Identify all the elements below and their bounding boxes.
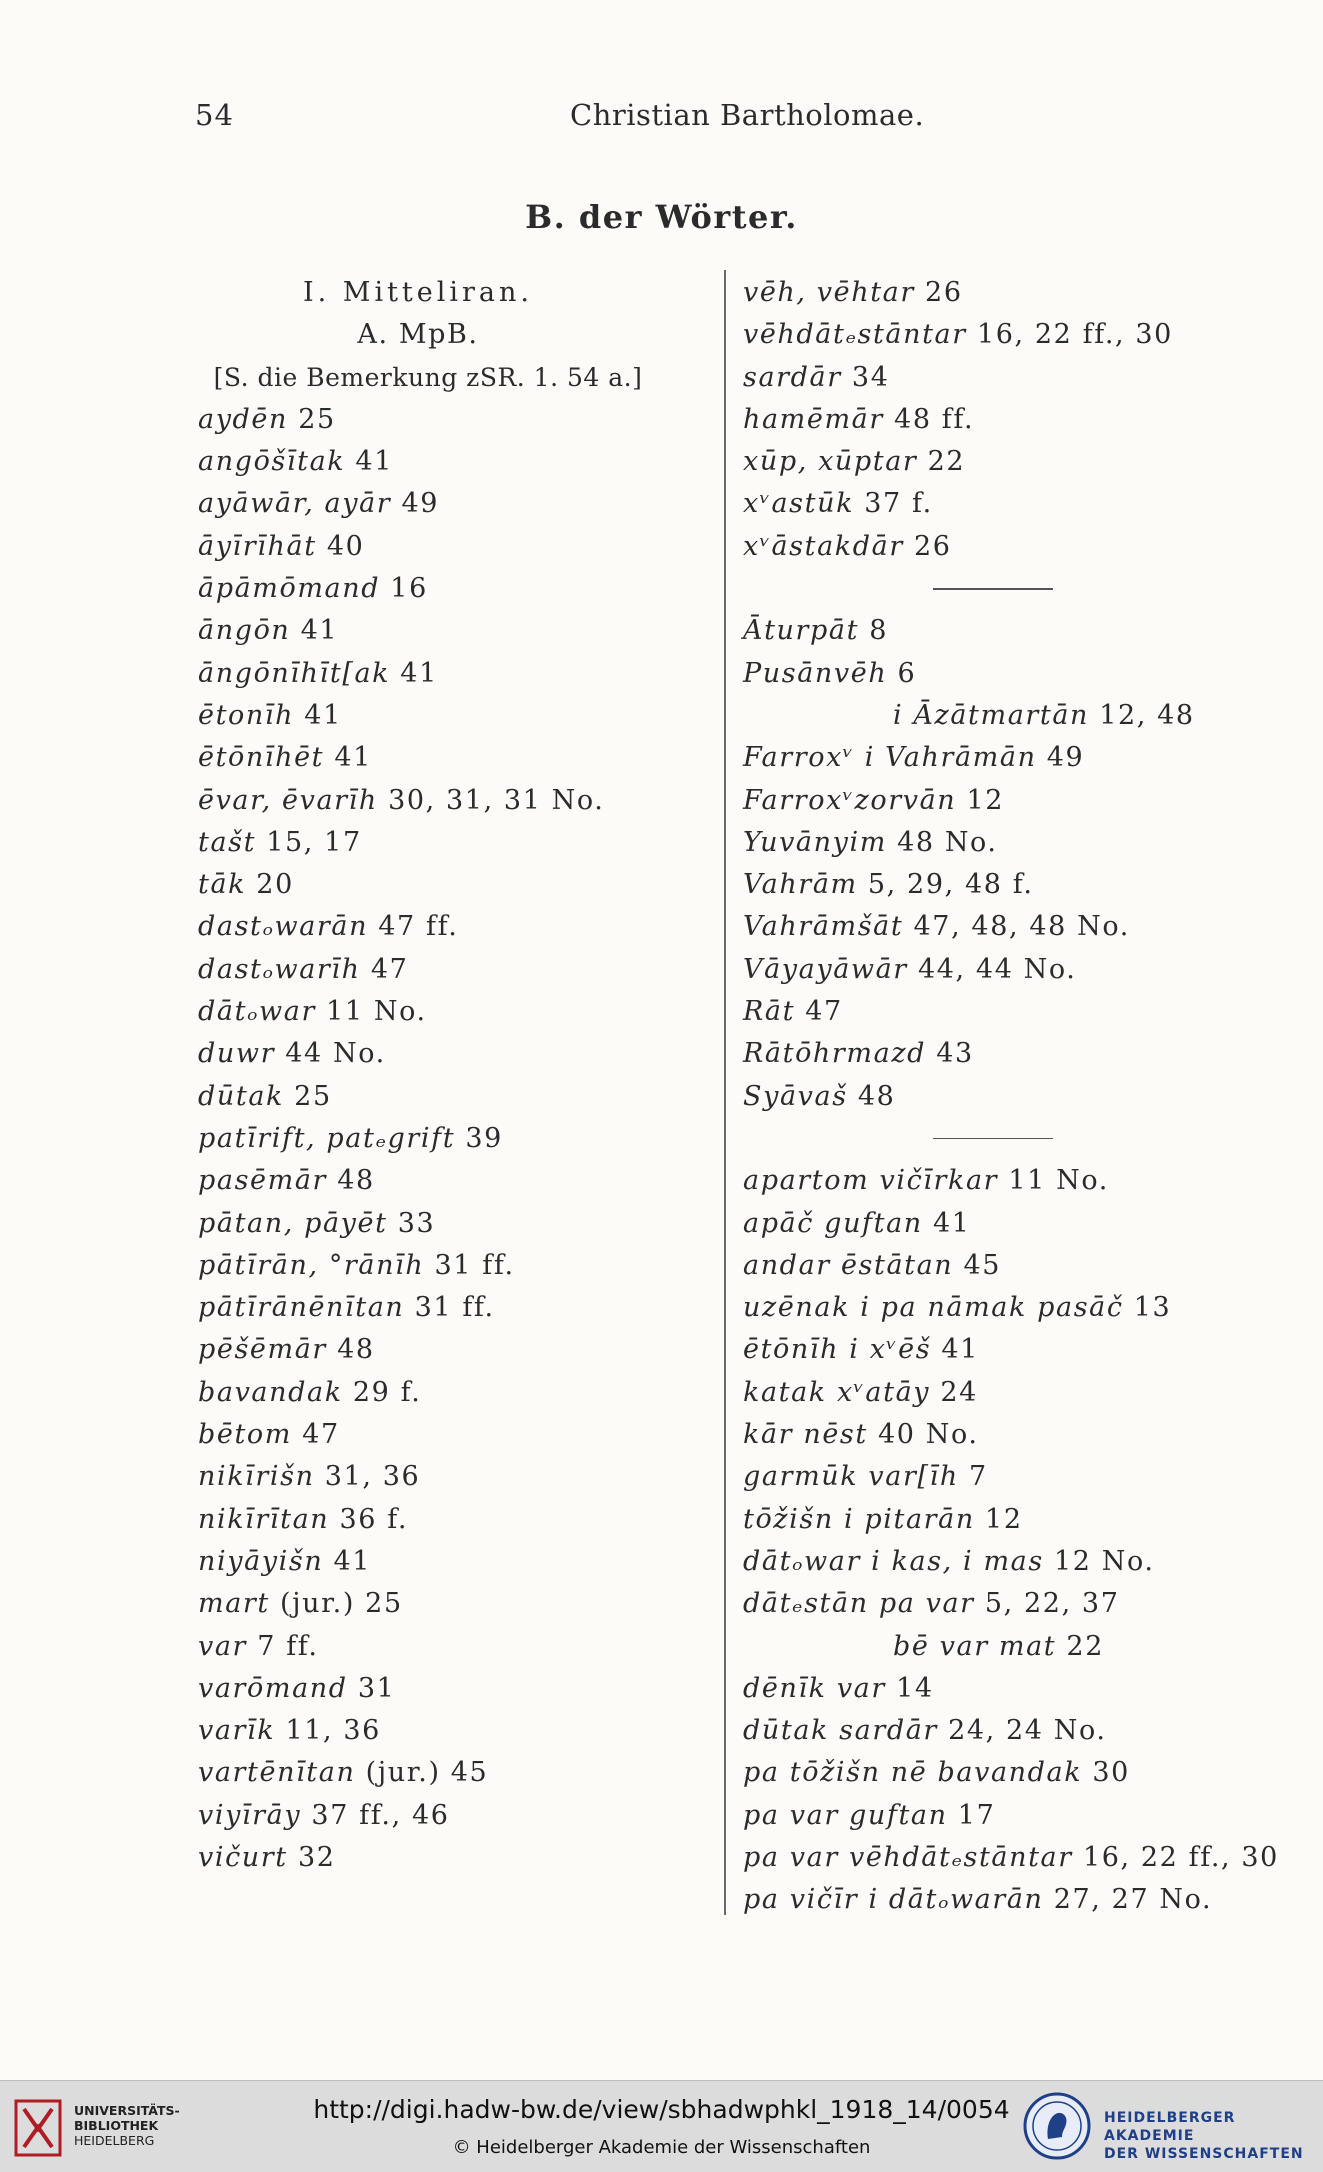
index-entry	[198, 526, 698, 568]
entry-word: Vahrāmšāt	[743, 911, 904, 943]
entry-reference: 47, 48, 48 No.	[903, 911, 1130, 943]
index-entry	[743, 1752, 1313, 1794]
entry-word: tāk	[198, 869, 247, 901]
entry-word: Āturpāt	[743, 615, 860, 647]
entry-reference: (jur.) 45	[355, 1757, 489, 1789]
index-entry	[743, 441, 1313, 483]
entry-reference: 12, 48	[1089, 699, 1195, 731]
entry-word: Pusānvēh	[743, 657, 888, 689]
index-entry	[743, 780, 1313, 822]
entry-reference: 26	[903, 530, 952, 562]
entry-reference: 47	[291, 1419, 340, 1451]
index-entry	[198, 399, 698, 441]
entry-reference: 41	[323, 1545, 372, 1577]
entry-reference: 24	[930, 1376, 978, 1408]
entry-word: ētōnīhēt	[198, 742, 325, 774]
index-entry	[198, 1160, 698, 1202]
index-entry	[743, 1160, 1313, 1202]
entry-word: xūp, xūptar	[743, 446, 918, 478]
entry-word: tōžišn i pitarān	[743, 1503, 975, 1535]
index-entry	[743, 357, 1313, 399]
entry-reference: 29 f.	[342, 1376, 422, 1408]
entry-word: ētonīh	[198, 699, 295, 731]
index-entry	[743, 695, 1313, 737]
entry-word: dātₒwar i kas, i mas	[743, 1545, 1044, 1577]
entry-word: apāč guftan	[743, 1207, 923, 1239]
entry-word: Vahrām	[743, 869, 858, 901]
left-column-heading: I. Mitteliran.	[302, 277, 534, 308]
entry-reference: 7	[958, 1461, 988, 1493]
entry-reference: 41	[390, 657, 438, 689]
entry-reference: 39	[455, 1122, 503, 1154]
entry-word: dātₒwar	[198, 996, 316, 1028]
entry-word: apartom vičīrkar	[743, 1165, 999, 1197]
entry-reference: 12 No.	[1043, 1545, 1155, 1577]
entry-word: i Āzātmartān	[893, 699, 1090, 731]
entry-reference: 37 f.	[854, 488, 933, 520]
entry-reference: 41	[931, 1334, 979, 1366]
entry-reference: 32	[287, 1841, 336, 1873]
entry-word: dēnīk var	[743, 1672, 886, 1704]
index-entry	[198, 1668, 698, 1710]
section-title: B. der Wörter.	[525, 198, 798, 236]
entry-reference: 25	[288, 403, 336, 435]
entry-word: dastₒwarīh	[198, 953, 361, 985]
entry-word: Syāvaš	[743, 1080, 848, 1112]
entry-word: kār nēst	[743, 1419, 868, 1451]
entry-word: pasēmār	[198, 1165, 328, 1197]
index-entry	[743, 822, 1313, 864]
entry-reference: 26	[914, 277, 963, 308]
entry-reference: 11 No.	[315, 996, 427, 1028]
index-entry	[198, 1541, 698, 1583]
entry-word: hamēmār	[743, 403, 884, 435]
index-entry	[198, 1287, 698, 1329]
entry-word: pēšēmār	[198, 1334, 327, 1366]
entry-reference: 48 No.	[886, 826, 998, 858]
entry-word: pa var guftan	[743, 1799, 948, 1831]
viewer-footer	[0, 2080, 1323, 2172]
entry-reference: 7 ff.	[247, 1630, 319, 1662]
entry-word: mart	[198, 1588, 270, 1620]
entry-reference: 16, 22 ff., 30	[1072, 1841, 1279, 1873]
bibliographic-note: [S. die Bemerkung zSR. 1. 54 a.]	[213, 362, 643, 392]
separator-rule	[743, 568, 1313, 610]
index-entry	[743, 1329, 1313, 1371]
left-column	[198, 272, 698, 1879]
entry-word: dastₒwarān	[198, 911, 369, 943]
entry-reference: 49	[391, 488, 440, 520]
entry-word: pa tōžišn nē bavandak	[743, 1757, 1083, 1789]
academy-seal-icon	[1022, 2091, 1092, 2161]
index-entry	[198, 906, 698, 948]
left-column-subheading: A. MpB.	[357, 319, 479, 351]
entry-word: Farroxᵛzorvān	[743, 784, 957, 816]
entry-reference: 48	[326, 1334, 375, 1366]
entry-reference: 41	[324, 742, 372, 774]
entry-reference: 47	[795, 996, 843, 1028]
right-column	[743, 272, 1313, 1922]
index-entry	[743, 1668, 1313, 1710]
index-entry	[198, 610, 698, 652]
right-entry-group-3	[743, 1160, 1313, 1921]
entry-word: katak xᵛatāy	[743, 1376, 931, 1408]
library-name: UNIVERSITÄTS- BIBLIOTHEK HEIDELBERG	[74, 2103, 180, 2148]
entry-word: ayāwār, ayār	[198, 488, 392, 520]
index-entry	[743, 272, 1313, 314]
academy-name: HEIDELBERGER AKADEMIE DER WISSENSCHAFTEN	[1104, 2110, 1304, 2162]
copyright-notice: © Heidelberger Akademie der Wissenschaften	[452, 2137, 871, 2158]
entry-reference: (jur.) 25	[269, 1588, 403, 1620]
entry-reference: 49	[1036, 742, 1085, 774]
index-entry	[743, 653, 1313, 695]
index-entry	[198, 653, 698, 695]
index-entry	[198, 1626, 698, 1668]
index-entry	[743, 314, 1313, 356]
index-entry	[198, 1203, 698, 1245]
entry-word: Farroxᵛ i Vahrāmān	[743, 742, 1037, 774]
entry-word: dātₑstān pa var	[743, 1588, 975, 1620]
entry-reference: 33	[387, 1207, 436, 1239]
index-entry	[198, 1499, 698, 1541]
entry-word: pātan, pāyēt	[198, 1207, 388, 1239]
index-entry	[743, 864, 1313, 906]
index-entry	[743, 1076, 1313, 1118]
index-entry	[198, 1710, 698, 1752]
entry-word: ēvar, ēvarīh	[198, 784, 378, 816]
entry-word: āngōn	[198, 615, 291, 647]
entry-word: āpāmōmand	[198, 573, 381, 605]
index-entry	[743, 1456, 1313, 1498]
entry-reference: 31, 36	[314, 1461, 421, 1493]
index-entry	[743, 1414, 1313, 1456]
entry-reference: 41	[294, 699, 342, 731]
entry-word: pātīrānēnītan	[198, 1292, 405, 1324]
entry-reference: 24, 24 No.	[937, 1715, 1107, 1747]
index-entry	[743, 399, 1313, 441]
index-entry	[743, 906, 1313, 948]
entry-reference: 17	[947, 1799, 996, 1831]
index-entry	[198, 991, 698, 1033]
entry-reference: 48	[327, 1165, 375, 1197]
entry-reference: 5, 29, 48 f.	[857, 869, 1034, 901]
index-entry	[198, 441, 698, 483]
index-entry	[198, 1456, 698, 1498]
index-entry	[198, 1033, 698, 1075]
entry-reference: 31	[347, 1672, 396, 1704]
index-entry	[743, 1879, 1313, 1921]
entry-word: dūtak sardār	[743, 1715, 938, 1747]
entry-word: niyāyišn	[198, 1545, 324, 1577]
entry-reference: 45	[953, 1249, 1002, 1281]
index-entry	[198, 780, 698, 822]
entry-word: angōšītak	[198, 446, 346, 478]
index-entry	[198, 1752, 698, 1794]
index-entry	[743, 1499, 1313, 1541]
entry-reference: 16	[380, 573, 428, 605]
entry-reference: 15, 17	[256, 826, 362, 858]
entry-reference: 31 ff.	[404, 1292, 495, 1324]
index-entry	[198, 1795, 698, 1837]
entry-word: vartēnītan	[198, 1757, 356, 1789]
entry-reference: 47 ff.	[368, 911, 459, 943]
entry-reference: 44, 44 No.	[907, 953, 1077, 985]
index-entry	[198, 822, 698, 864]
entry-reference: 30, 31, 31 No.	[377, 784, 605, 816]
right-entry-group-1	[743, 272, 1313, 568]
entry-reference: 5, 22, 37	[974, 1588, 1120, 1620]
entry-reference: 31 ff.	[424, 1249, 515, 1281]
entry-word: vēh, vēhtar	[743, 277, 915, 308]
index-entry	[743, 526, 1313, 568]
entry-reference: 30	[1082, 1757, 1130, 1789]
entry-word: duwr	[198, 1038, 276, 1070]
entry-word: sardār	[743, 361, 842, 393]
entry-word: bē var mat	[893, 1630, 1057, 1662]
entry-word: aydēn	[198, 403, 289, 435]
entry-reference: 47	[360, 953, 409, 985]
entry-word: Vāyayāwār	[743, 953, 908, 985]
index-entry	[198, 483, 698, 525]
entry-reference: 13	[1123, 1292, 1172, 1324]
entry-reference: 22	[1056, 1630, 1104, 1662]
index-entry	[743, 1626, 1313, 1668]
index-entry	[743, 737, 1313, 779]
index-entry	[198, 695, 698, 737]
entry-reference: 48	[847, 1080, 896, 1112]
entry-reference: 22	[917, 446, 966, 478]
entry-reference: 20	[246, 869, 294, 901]
index-entry	[743, 1583, 1313, 1625]
index-entry	[198, 1329, 698, 1371]
index-entry	[743, 1795, 1313, 1837]
index-entry	[198, 1118, 698, 1160]
entry-reference: 36 f.	[329, 1503, 409, 1535]
entry-reference: 41	[345, 446, 393, 478]
entry-reference: 6	[887, 657, 917, 689]
index-entry	[198, 864, 698, 906]
entry-word: pātīrān, °rānīh	[198, 1249, 425, 1281]
index-entry	[743, 1541, 1313, 1583]
entry-word: dūtak	[198, 1080, 284, 1112]
index-entry	[743, 1245, 1313, 1287]
entry-word: var	[198, 1630, 248, 1662]
entry-word: Yuvānyim	[743, 826, 887, 858]
running-head: Christian Bartholomae.	[570, 98, 925, 132]
index-entry	[198, 949, 698, 991]
entry-word: pa vičīr i dātₒwarān	[743, 1884, 1044, 1916]
entry-word: nikīrišn	[198, 1461, 315, 1493]
index-entry	[198, 1245, 698, 1287]
index-entry	[198, 1372, 698, 1414]
entry-word: bētom	[198, 1419, 292, 1451]
entry-reference: 44 No.	[275, 1038, 386, 1070]
entry-reference: 14	[885, 1672, 934, 1704]
page-url-link[interactable]: http://digi.hadw-bw.de/view/sbhadwphkl_1918_14/0054	[313, 2095, 1010, 2124]
index-entry	[743, 991, 1313, 1033]
entry-reference: 48 ff.	[883, 403, 975, 435]
entry-word: nikīrītan	[198, 1503, 330, 1535]
index-entry	[743, 483, 1313, 525]
index-entry	[198, 1837, 698, 1879]
index-entry	[743, 610, 1313, 652]
entry-word: andar ēstātan	[743, 1249, 954, 1281]
entry-word: Rātōhrmazd	[743, 1038, 927, 1070]
separator-rule	[743, 1118, 1313, 1160]
entry-word: pa var vēhdātₑstāntar	[743, 1841, 1073, 1873]
index-entry	[743, 1837, 1313, 1879]
entry-word: āyīrīhāt	[198, 530, 317, 562]
entry-word: tašt	[198, 826, 257, 858]
entry-word: uzēnak i pa nāmak pasāč	[743, 1292, 1124, 1324]
index-entry	[743, 1033, 1313, 1075]
entry-word: patīrift, patₑgrift	[198, 1122, 456, 1154]
entry-word: vičurt	[198, 1841, 288, 1873]
entry-reference: 12	[974, 1503, 1023, 1535]
entry-reference: 25	[283, 1080, 332, 1112]
entry-word: bavandak	[198, 1376, 343, 1408]
right-entry-group-2	[743, 610, 1313, 1118]
entry-word: āngōnīhīt[ak	[198, 657, 391, 689]
entry-reference: 40	[316, 530, 365, 562]
index-entry	[743, 1287, 1313, 1329]
index-entry	[198, 1414, 698, 1456]
entry-word: varōmand	[198, 1672, 348, 1704]
index-entry	[743, 1372, 1313, 1414]
entry-word: Rāt	[743, 996, 796, 1028]
entry-reference: 41	[290, 615, 339, 647]
entry-reference: 34	[841, 361, 890, 393]
index-entry	[743, 1710, 1313, 1752]
entry-word: xᵛastūk	[743, 488, 855, 520]
entry-word: vēhdātₑstāntar	[743, 319, 967, 351]
entry-reference: 37 ff., 46	[301, 1799, 450, 1831]
entry-reference: 43	[926, 1038, 974, 1070]
entry-reference: 40 No.	[867, 1419, 979, 1451]
entry-reference: 12	[956, 784, 1005, 816]
entry-word: ētōnīh i xᵛēš	[743, 1334, 932, 1366]
index-entry	[198, 1076, 698, 1118]
entry-reference: 8	[859, 615, 889, 647]
entry-reference: 41	[922, 1207, 971, 1239]
entry-reference: 27, 27 No.	[1043, 1884, 1213, 1916]
entry-word: varīk	[198, 1715, 276, 1747]
entry-reference: 11 No.	[998, 1165, 1109, 1197]
entry-word: garmūk var[īh	[743, 1461, 959, 1493]
index-entry	[743, 1203, 1313, 1245]
entry-reference: 16, 22 ff., 30	[966, 319, 1173, 351]
index-entry	[198, 737, 698, 779]
column-divider	[724, 270, 726, 1915]
index-entry	[198, 1583, 698, 1625]
entry-word: xᵛāstakdār	[743, 530, 904, 562]
entry-reference: 11, 36	[275, 1715, 381, 1747]
index-entry	[743, 949, 1313, 991]
index-entry	[198, 568, 698, 610]
left-entry-list	[198, 399, 698, 1879]
page-number: 54	[195, 98, 234, 132]
entry-word: viyīrāy	[198, 1799, 302, 1831]
